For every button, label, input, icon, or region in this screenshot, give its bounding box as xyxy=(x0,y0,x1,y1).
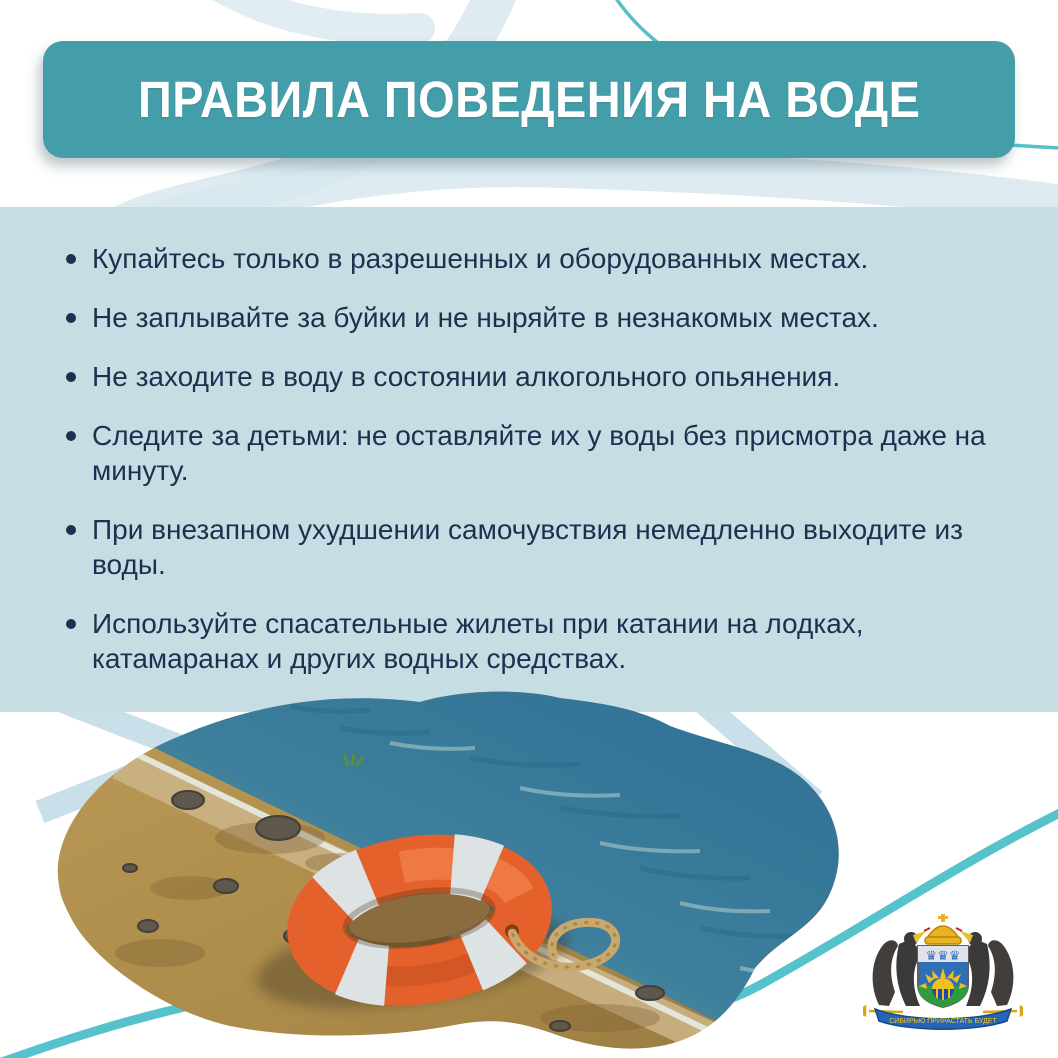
rule-item: Следите за детьми: не оставляйте их у воды без присмотра даже на минуту. xyxy=(92,418,1012,488)
rule-item: Купайтесь только в разрешенных и оборудованных местах. xyxy=(92,241,1012,276)
shield-crowns: ♛♛♛ xyxy=(925,949,961,964)
beach-illustration xyxy=(40,688,860,1058)
pale-wave-band-top xyxy=(200,0,420,29)
coat-of-arms xyxy=(863,910,1023,1030)
motto-text: СИБИРЬЮ ПРИРАСТАТЬ БУДЕТ xyxy=(889,1018,997,1025)
title-banner xyxy=(43,41,1015,158)
rule-item: При внезапном ухудшении самочувствия немедленно выходите из воды. xyxy=(92,512,1012,582)
beach-scene xyxy=(40,688,860,1058)
rule-item: Используйте спасательные жилеты при катании на лодках, катамаранах и других водных средствах. xyxy=(92,606,1012,676)
rule-item: Не заплывайте за буйки и не ныряйте в незнакомых местах. xyxy=(92,300,1012,335)
rules-panel xyxy=(0,207,1058,712)
rules-list xyxy=(0,207,1058,676)
page-title: ПРАВИЛА ПОВЕДЕНИЯ НА ВОДЕ xyxy=(137,71,921,128)
emblem-shield xyxy=(918,946,968,1007)
emblem-crown xyxy=(925,914,961,944)
rule-item: Не заходите в воду в состоянии алкогольного опьянения. xyxy=(92,359,1012,394)
